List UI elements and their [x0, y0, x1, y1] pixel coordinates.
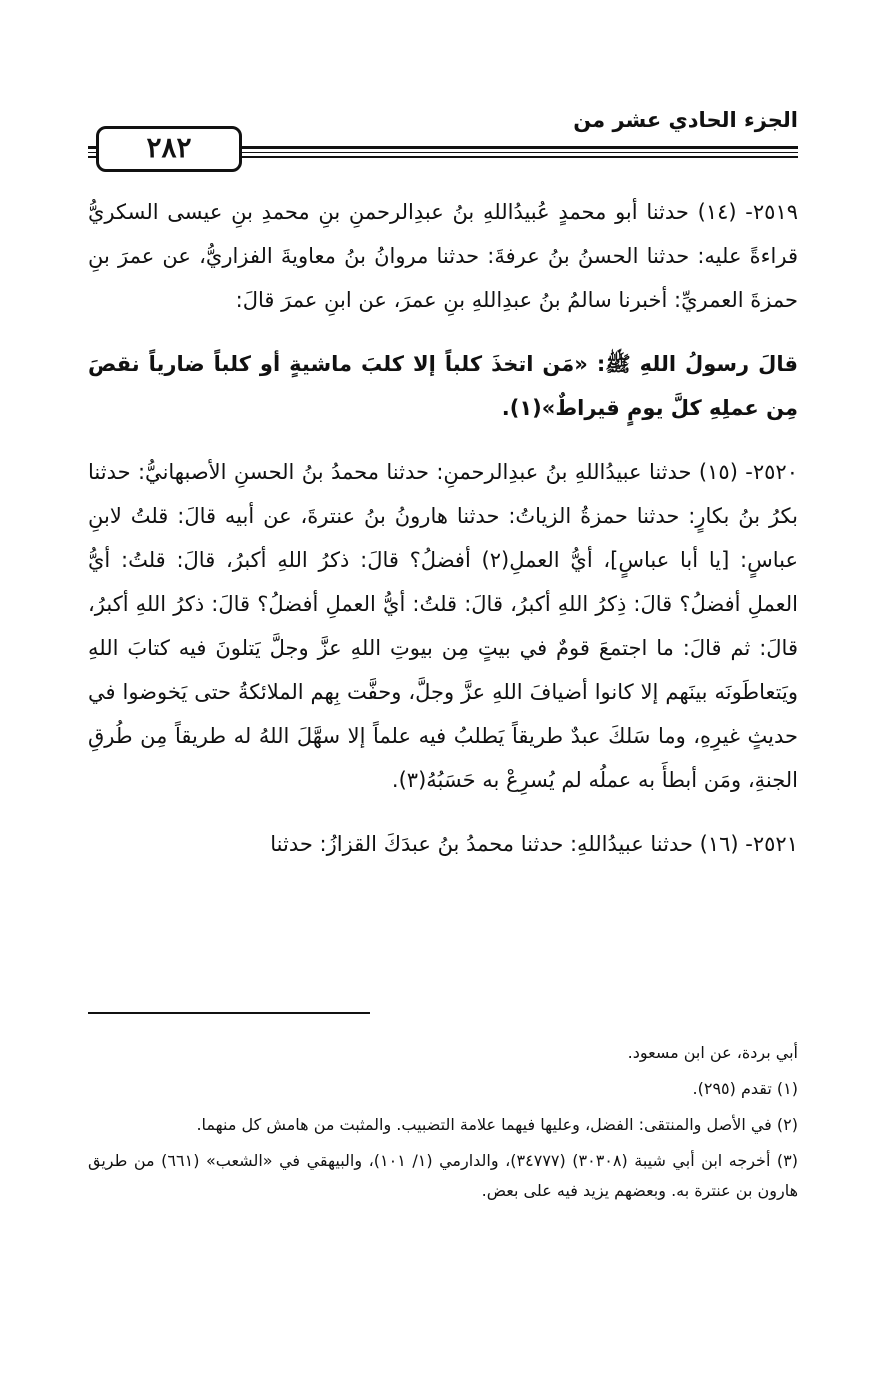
main-text: [88, 190, 798, 886]
hadith-2519-text: قالَ رسولُ اللهِ ﷺ: «مَن اتخذَ كلباً إلا كلبَ ماشيةٍ أو كلباً ضارياً نقصَ مِن عملِهِ كلَّ يومٍ قيراطٌ»(١).: [88, 352, 798, 420]
footnotes: [88, 1038, 798, 1212]
hadith-2521-chain: ٢٥٢١- (١٦) حدثنا عبيدُاللهِ: حدثنا محمدُ بنُ عبدَكَ القزازُ: حدثنا: [270, 832, 798, 856]
page-header: [88, 108, 798, 170]
footnote-1: (١) تقدم (٢٩٥).: [692, 1079, 798, 1098]
hadith-2519-chain: ٢٥١٩- (١٤) حدثنا أبو محمدٍ عُبيدُاللهِ بنُ عبدِالرحمنِ بنِ محمدِ بنِ عيسى السكريُّ قراءةً عليه: حدثنا الحسنُ بنُ عرفةَ: حدثنا مروانُ بنُ معاويةَ الفزاريُّ، عن عمرَ بنِ حمزةَ العمريِّ: أخبرنا سالمُ بنُ عبدِاللهِ بنِ عمرَ، عن ابنِ عمرَ قالَ:: [88, 200, 799, 312]
footnote-3: (٣) أخرجه ابن أبي شيبة (٣٠٣٠٨) (٣٤٧٧٧)، والدارمي (١/ ١٠١)، والبيهقي في «الشعب» (٦٦١) من طريق هارون بن عنترة به. وبعضهم يزيد فيه على بعض.: [88, 1151, 799, 1200]
footnote-2: (٢) في الأصل والمنتقى: الفضل، وعليها فيهما علامة التضبيب. والمثبت من هامش كل منهما.: [196, 1115, 798, 1134]
footnote-separator: [88, 1012, 370, 1014]
page-number: ٢٨٢: [96, 126, 242, 172]
running-title: الجزء الحادي عشر من: [573, 108, 798, 132]
hadith-2520: ٢٥٢٠- (١٥) حدثنا عبيدُاللهِ بنُ عبدِالرحمنِ: حدثنا محمدُ بنُ الحسنِ الأصبهانيُّ: حدثنا بكرُ بنُ بكارٍ: حدثنا حمزةُ الزياتُ: حدثنا هارونُ بنُ عنترةَ، عن أبيه قالَ: قلتُ لابنِ عباسٍ: [يا أبا عباسٍ]، أيُّ العملِ(٢) أفضلُ؟ قالَ: ذكرُ اللهِ أكبرُ، قالَ: قلتُ: أيُّ العملِ أفضلُ؟ قالَ: ذِكرُ اللهِ أكبرُ، قالَ: قلتُ: أيُّ العملِ أفضلُ؟ قالَ: ذكرُ اللهِ أكبرُ، قالَ: ثم قالَ: ما اجتمعَ قومٌ في بيتٍ مِن بيوتِ اللهِ عزَّ وجلَّ يَتلونَ فيه كتابَ اللهِ ويَتعاطَونَه بينَهم إلا كانوا أضيافَ اللهِ عزَّ وجلَّ، وحفَّت بِهم الملائكةُ حتى يَخوضوا في حديثٍ غيرِهِ، وما سَلكَ عبدٌ طريقاً يَطلبُ فيه علماً إلا سهَّلَ اللهُ له طريقاً مِن طُرقِ الجنةِ، ومَن أبطأَ به عملُه لم يُسرِعْ به حَسَبُهُ(٣).: [88, 460, 799, 792]
footnote-continuation: أبي بردة، عن ابن مسعود.: [627, 1043, 798, 1062]
